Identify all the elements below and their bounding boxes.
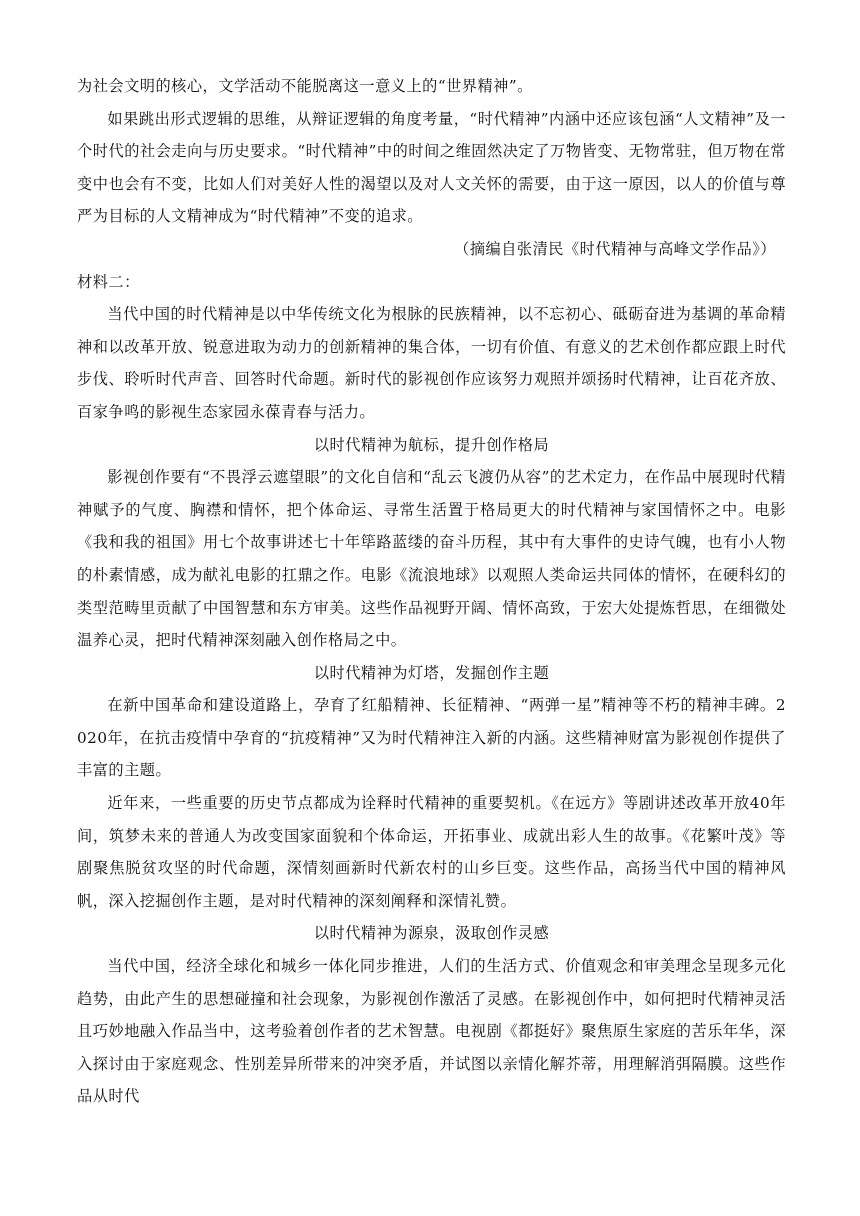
section-heading-source: 以时代精神为源泉，汲取创作灵感 — [313, 924, 550, 943]
section-heading-lighthouse: 以时代精神为灯塔，发掘创作主题 — [313, 663, 550, 682]
source-citation: （摘编自张清民《时代精神与高峰文学作品》） — [454, 239, 776, 258]
paragraph-humanistic-spirit: 如果跳出形式逻辑的思维，从辩证逻辑的角度考量，“时代精神”内涵中还应该包涵“人文精神”及一个时代的社会走向与历史要求。“时代精神”中的时间之维固然决定了万物皆变、无物常驻，但万物在常变中也会有不变，比如人们对美好人性的渴望以及对人文关怀的需要，由于这一原因，以人的价值与尊严为目标的人文精神成为“时代精神”不变的追求。 — [77, 109, 786, 226]
section-heading-navigation: 以时代精神为航标，提升创作格局 — [313, 435, 550, 454]
paragraph-continued: 为社会文明的核心，文学活动不能脱离这一意义上的“世界精神”。 — [77, 77, 533, 95]
paragraph-creative-pattern: 影视创作要有“不畏浮云遮望眼”的文化自信和“乱云飞渡仍从容”的艺术定力，在作品中展现时代精神赋予的气度、胸襟和情怀，把个体命运、寻常生活置于格局更大的时代精神与家国情怀之中。电影《我和我的祖国》用七个故事讲述七十年筚路蓝缕的奋斗历程，其中有大事件的史诗气魄，也有小人物的朴素情感，成为献礼电影的扛鼎之作。电影《流浪地球》以观照人类命运共同体的情怀，在硬科幻的类型范畴里贡献了中国智慧和东方审美。这些作品视野开阔、情怀高致，于宏大处提炼哲思，在细微处温养心灵，把时代精神深刻融入创作格局之中。 — [77, 468, 786, 650]
paragraph-creative-inspiration: 当代中国，经济全球化和城乡一体化同步推进，人们的生活方式、价值观念和审美理念呈现多元化趋势，由此产生的思想碰撞和社会现象，为影视创作激活了灵感。在影视创作中，如何把时代精神灵活且巧妙地融入作品当中，这考验着创作者的艺术智慧。电视剧《都挺好》聚焦原生家庭的苦乐年华，深入探讨由于家庭观念、性别差异所带来的冲突矛盾，并试图以亲情化解芥蒂，用理解消弭隔膜。这些作品从时代 — [77, 957, 786, 1106]
document-body — [77, 0, 786, 1113]
paragraph-era-spirit-intro: 当代中国的时代精神是以中华传统文化为根脉的民族精神，以不忘初心、砥砺奋进为基调的革命精神和以改革开放、锐意进取为动力的创新精神的集合体，一切有价值、有意义的艺术创作都应跟上时代步伐、聆听时代声音、回答时代命题。新时代的影视创作应该努力观照并颂扬时代精神，让百花齐放、百家争鸣的影视生态家园永葆青春与活力。 — [77, 305, 786, 421]
material-two-label: 材料二： — [77, 272, 140, 291]
paragraph-historical-nodes: 近年来，一些重要的历史节点都成为诠释时代精神的重要契机。《在远方》等剧讲述改革开放40年间，筑梦未来的普通人为改变国家面貌和个体命运，开拓事业、成就出彩人生的故事。《花繁叶茂》等剧聚焦脱贫攻坚的时代命题，深情刻画新时代新农村的山乡巨变。这些作品，高扬当代中国的精神风帆，深入挖掘创作主题，是对时代精神的深刻阐释和深情礼赞。 — [77, 794, 786, 910]
paragraph-spiritual-monuments: 在新中国革命和建设道路上，孕育了红船精神、长征精神、“两弹一星”精神等不朽的精神丰碑。2020年，在抗击疫情中孕育的“抗疫精神”又为时代精神注入新的内涵。这些精神财富为影视创作提供了丰富的主题。 — [77, 696, 786, 780]
